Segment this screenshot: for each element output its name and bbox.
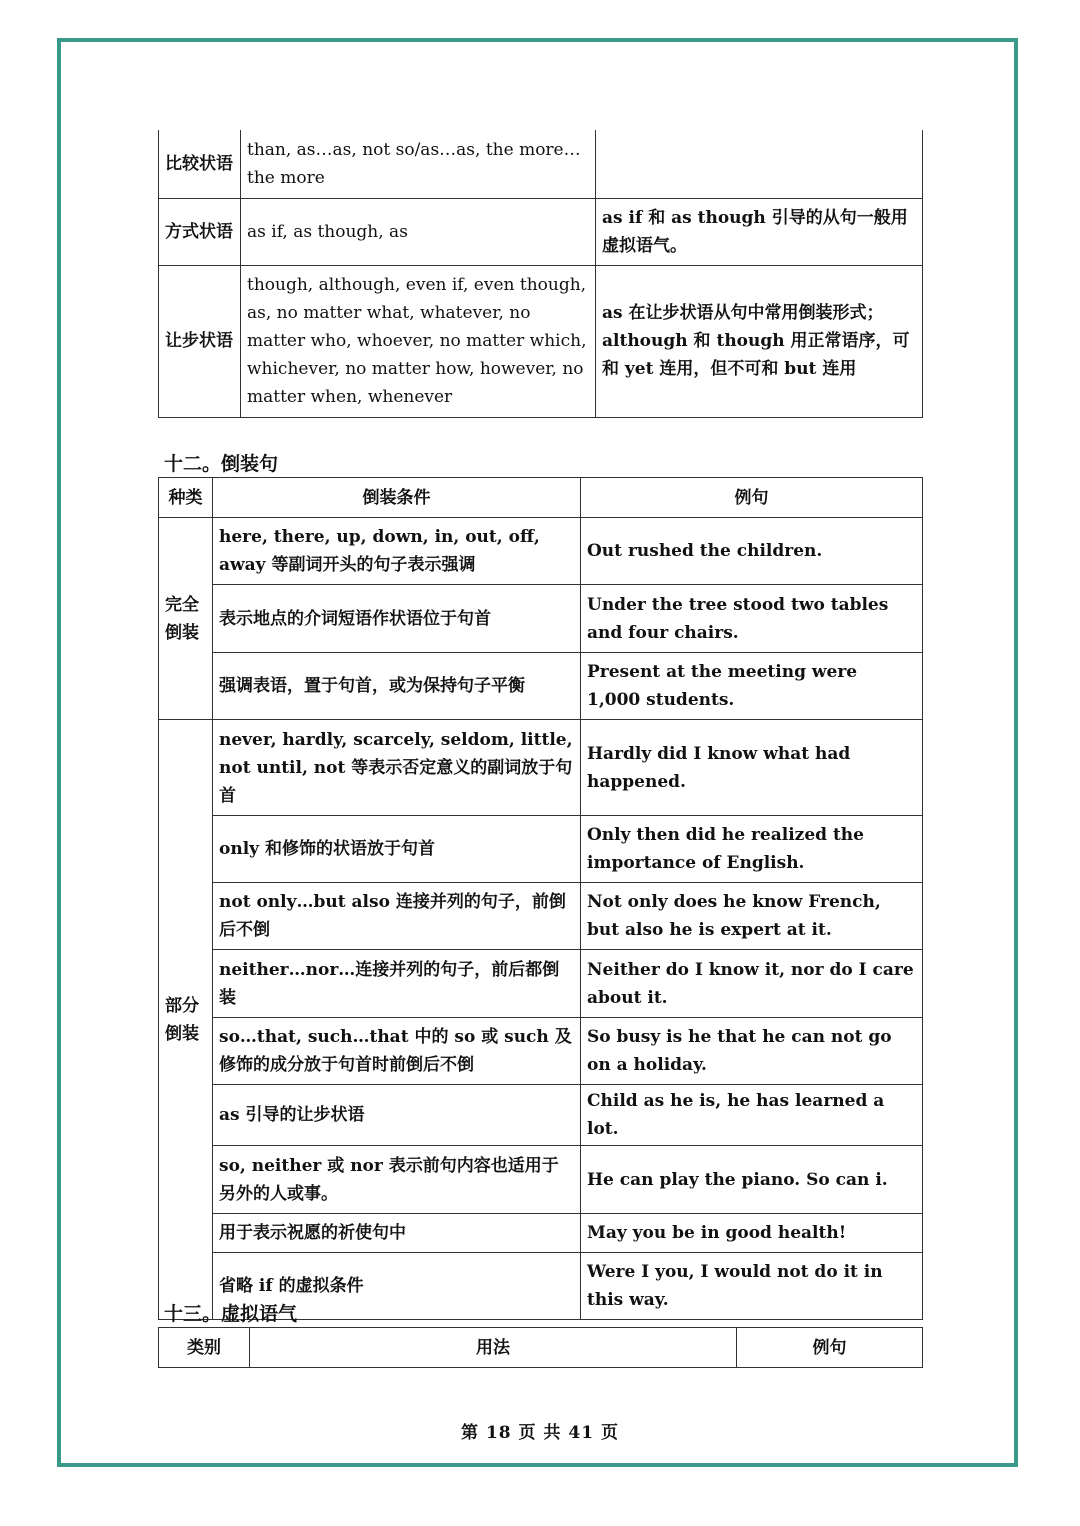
- inversion-condition: so, neither 或 nor 表示前句内容也适用于另外的人或事。: [213, 1146, 581, 1214]
- table-row: [159, 585, 923, 653]
- partial-inversion-label: 部分倒装: [159, 720, 213, 1320]
- inversion-condition: here, there, up, down, in, out, off, away 等副词开头的句子表示强调: [213, 518, 581, 585]
- section-heading-inversion: 十二。倒装句: [164, 453, 279, 475]
- inversion-condition: never, hardly, scarcely, seldom, little, not until, not 等表示否定意义的副词放于句首: [213, 720, 581, 816]
- inversion-example: Hardly did I know what had happened.: [581, 720, 923, 816]
- table-row: [159, 950, 923, 1018]
- clause-note: as 在让步状语从句中常用倒装形式；although 和 though 用正常语序，可和 yet 连用，但不可和 but 连用: [596, 265, 923, 417]
- clause-conjunctions: than, as…as, not so/as…as, the more…the more: [241, 130, 596, 198]
- inversion-example: Neither do I know it, nor do I care about it.: [581, 950, 923, 1018]
- page-number: 第 18 页 共 41 页: [461, 1423, 619, 1443]
- header-example: 例句: [737, 1328, 923, 1368]
- table-row: [159, 1085, 923, 1146]
- inversion-condition: as 引导的让步状语: [213, 1085, 581, 1146]
- table-row: [159, 130, 923, 198]
- table-row: [159, 198, 923, 265]
- inversion-condition: neither…nor…连接并列的句子，前后都倒装: [213, 950, 581, 1018]
- table-row: [159, 518, 923, 585]
- section-heading-subjunctive: 十三。虚拟语气: [164, 1303, 298, 1325]
- inversion-condition: only 和修饰的状语放于句首: [213, 816, 581, 883]
- inversion-example: Only then did he realized the importance of English.: [581, 816, 923, 883]
- inversion-example: Under the tree stood two tables and four chairs.: [581, 585, 923, 653]
- inversion-example: So busy is he that he can not go on a holiday.: [581, 1018, 923, 1085]
- inversion-condition: 强调表语，置于句首，或为保持句子平衡: [213, 653, 581, 720]
- inversion-condition: 表示地点的介词短语作状语位于句首: [213, 585, 581, 653]
- table-row: [159, 1146, 923, 1214]
- clause-type: 比较状语: [159, 130, 241, 198]
- clause-type: 让步状语: [159, 265, 241, 417]
- inversion-example: He can play the piano. So can i.: [581, 1146, 923, 1214]
- inversion-example: May you be in good health!: [581, 1214, 923, 1253]
- subjunctive-table: [158, 1327, 923, 1368]
- inversion-example: Not only does he know French, but also he is expert at it.: [581, 883, 923, 950]
- inversion-example: Were I you, I would not do it in this way.: [581, 1253, 923, 1320]
- table-header-row: [159, 1328, 923, 1368]
- inversion-example: Child as he is, he has learned a lot.: [581, 1085, 923, 1146]
- table-row: [159, 720, 923, 816]
- adverbial-clause-table: [158, 130, 923, 418]
- inversion-example: Out rushed the children.: [581, 518, 923, 585]
- table-row: [159, 265, 923, 417]
- header-example: 例句: [581, 478, 923, 518]
- header-usage: 用法: [250, 1328, 737, 1368]
- full-inversion-label: 完全倒装: [159, 518, 213, 720]
- header-condition: 倒装条件: [213, 478, 581, 518]
- table-row: [159, 653, 923, 720]
- inversion-example: Present at the meeting were 1,000 students.: [581, 653, 923, 720]
- clause-note: as if 和 as though 引导的从句一般用虚拟语气。: [596, 198, 923, 265]
- inversion-condition: not only…but also 连接并列的句子，前倒后不倒: [213, 883, 581, 950]
- clause-conjunctions: as if, as though, as: [241, 198, 596, 265]
- inversion-condition: 省略 if 的虚拟条件: [213, 1253, 581, 1320]
- table-row: [159, 1214, 923, 1253]
- clause-type: 方式状语: [159, 198, 241, 265]
- table-row: [159, 1018, 923, 1085]
- inversion-condition: so…that, such…that 中的 so 或 such 及修饰的成分放于句首时前倒后不倒: [213, 1018, 581, 1085]
- table-header-row: [159, 478, 923, 518]
- clause-note: [596, 130, 923, 198]
- header-type: 种类: [159, 478, 213, 518]
- table-row: [159, 816, 923, 883]
- table-row: [159, 883, 923, 950]
- clause-conjunctions: though, although, even if, even though, as, no matter what, whatever, no matter who, whoever, no matter which, whichever, no matter how, however, no matter when, whenever: [241, 265, 596, 417]
- inversion-table: [158, 477, 923, 1320]
- inversion-condition: 用于表示祝愿的祈使句中: [213, 1214, 581, 1253]
- header-category: 类别: [159, 1328, 250, 1368]
